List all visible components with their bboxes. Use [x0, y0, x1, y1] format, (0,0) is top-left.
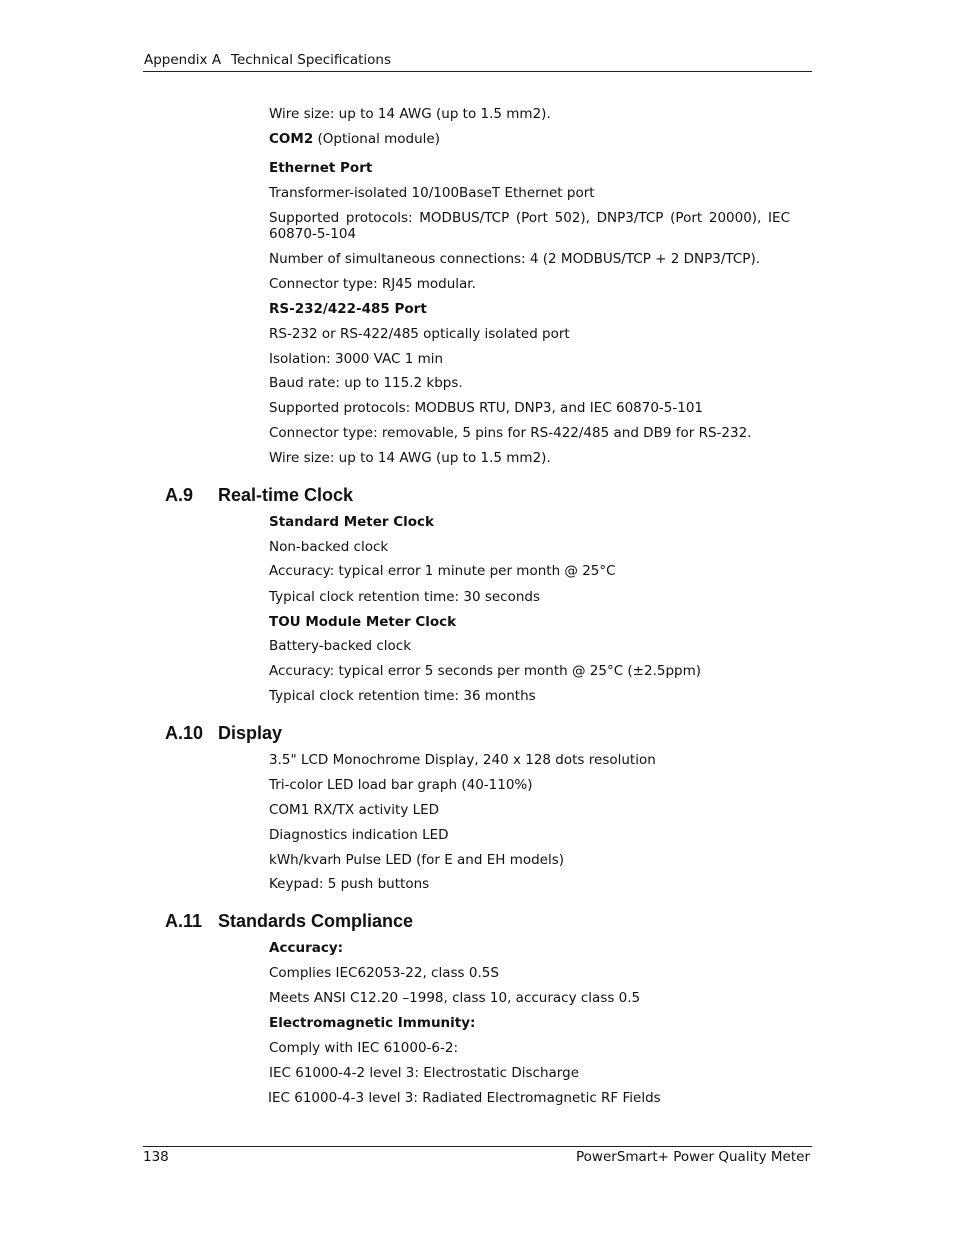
std-clock-item: Non-backed clock: [269, 539, 389, 555]
rs232-heading: RS-232/422-485 Port: [269, 301, 427, 317]
ethernet-item: Transformer-isolated 10/100BaseT Ethernet port: [269, 185, 595, 201]
section-number: A.10: [165, 723, 204, 743]
display-item: kWh/kvarh Pulse LED (for E and EH models): [269, 852, 565, 868]
accuracy-item: Meets ANSI C12.20 –1998, class 10, accuracy class 0.5: [269, 990, 641, 1006]
com2-line: [269, 131, 440, 147]
ethernet-item: Supported protocols: MODBUS/TCP (Port 502), DNP3/TCP (Port 20000), IEC 60870-5-104: [269, 210, 790, 242]
ethernet-item: Number of simultaneous connections: 4 (2 MODBUS/TCP + 2 DNP3/TCP).: [269, 251, 760, 267]
page-number: 138: [143, 1149, 169, 1165]
ethernet-heading: Ethernet Port: [269, 160, 373, 176]
rs232-item: Baud rate: up to 115.2 kbps.: [269, 375, 463, 391]
display-item: COM1 RX/TX activity LED: [269, 802, 440, 818]
com2-note: (Optional module): [313, 131, 441, 147]
display-item: Diagnostics indication LED: [269, 827, 449, 843]
rs232-item: Supported protocols: MODBUS RTU, DNP3, and IEC 60870-5-101: [269, 400, 704, 416]
section-title: Standards Compliance: [218, 911, 414, 931]
display-item: 3.5" LCD Monochrome Display, 240 x 128 dots resolution: [269, 752, 656, 768]
tou-clock-heading: TOU Module Meter Clock: [269, 614, 457, 630]
header-title: Technical Specifications: [231, 52, 391, 68]
std-clock-item: Typical clock retention time: 30 seconds: [269, 589, 541, 605]
page-header: [143, 51, 812, 72]
section-number: A.11: [165, 911, 203, 931]
com2-label: COM2: [269, 131, 314, 147]
footer-product: PowerSmart+ Power Quality Meter: [576, 1149, 810, 1165]
rs232-item: Wire size: up to 14 AWG (up to 1.5 mm2).: [269, 450, 551, 466]
section-title: Display: [218, 723, 283, 743]
tou-clock-item: Accuracy: typical error 5 seconds per month @ 25°C (±2.5ppm): [269, 663, 702, 679]
com-wire-size: Wire size: up to 14 AWG (up to 1.5 mm2).: [269, 106, 551, 122]
rs232-item: Isolation: 3000 VAC 1 min: [269, 351, 444, 367]
section-title: Real-time Clock: [218, 485, 354, 505]
emi-item: IEC 61000-4-2 level 3: Electrostatic Discharge: [269, 1065, 579, 1081]
std-clock-heading: Standard Meter Clock: [269, 514, 435, 530]
section-number: A.9: [165, 485, 194, 505]
header-chapter: Appendix A: [144, 52, 222, 68]
emi-heading: Electromagnetic Immunity:: [269, 1015, 476, 1031]
accuracy-heading: Accuracy:: [269, 940, 344, 956]
std-clock-item: Accuracy: typical error 1 minute per month @ 25°C: [269, 563, 616, 579]
accuracy-item: Complies IEC62053-22, class 0.5S: [269, 965, 499, 981]
display-item: Tri-color LED load bar graph (40-110%): [269, 777, 533, 793]
tou-clock-item: Battery-backed clock: [269, 638, 412, 654]
display-item: Keypad: 5 push buttons: [269, 876, 430, 892]
rs232-item: Connector type: removable, 5 pins for RS-422/485 and DB9 for RS-232.: [269, 425, 752, 441]
page-footer: [143, 1146, 812, 1169]
tou-clock-item: Typical clock retention time: 36 months: [269, 688, 536, 704]
rs232-item: RS-232 or RS-422/485 optically isolated port: [269, 326, 570, 342]
emi-item: IEC 61000-4-3 level 3: Radiated Electromagnetic RF Fields: [268, 1090, 661, 1106]
emi-item: Comply with IEC 61000-6-2:: [269, 1040, 459, 1056]
ethernet-item: Connector type: RJ45 modular.: [269, 276, 476, 292]
